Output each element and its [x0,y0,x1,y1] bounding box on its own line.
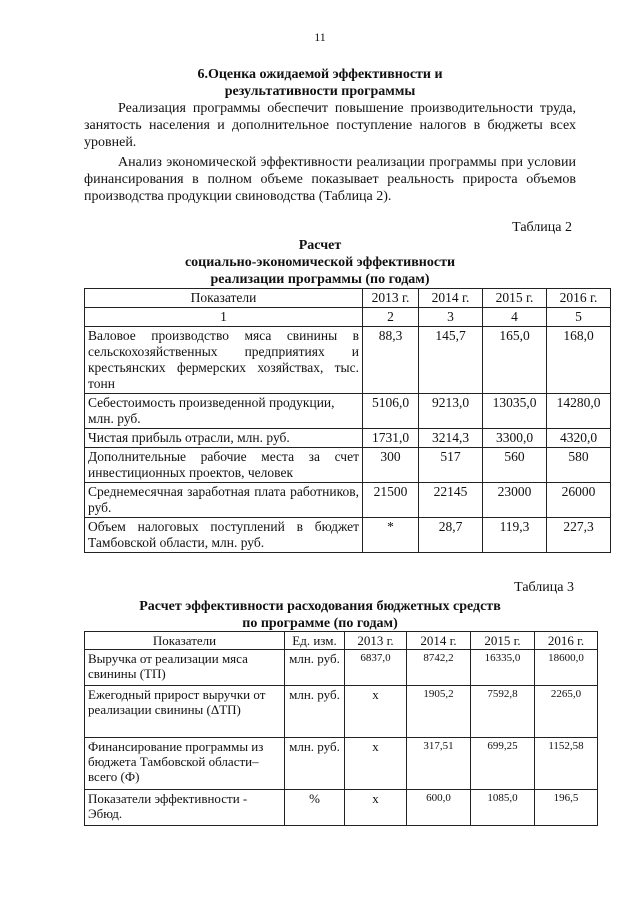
table3-unit: % [285,790,345,826]
table2-number-cell: 5 [547,308,611,327]
table2-cell: 560 [483,448,547,483]
table2-number-cell: 4 [483,308,547,327]
table2-cell: 5106,0 [363,394,419,429]
table3-cell: 7592,8 [471,686,535,738]
table3-header-cell: Показатели [85,632,285,650]
table3-title-line1: Расчет эффективности расходования бюджетных средств [139,599,501,614]
table2-cell: 300 [363,448,419,483]
table2-cell: 14280,0 [547,394,611,429]
table2-header-cell: 2014 г. [419,289,483,308]
table2-header-cell: 2015 г. [483,289,547,308]
table2-label: Таблица 2 [512,220,572,235]
table3-cell: 1905,2 [407,686,471,738]
table3-cell: x [345,686,407,738]
table2-cell: 165,0 [483,327,547,394]
table2-row-name: Себестоимость произведенной продукции, млн. руб. [85,394,363,429]
table2-cell: 26000 [547,483,611,518]
table-row [85,483,611,518]
table2-cell: 227,3 [547,518,611,553]
table3-row-name: Ежегодный прирост выручки от реализации свинины (ΔТП) [85,686,285,738]
table2-cell: 4320,0 [547,429,611,448]
table3-unit: млн. руб. [285,738,345,790]
table2-cell: 580 [547,448,611,483]
table3-cell: 699,25 [471,738,535,790]
paragraph-1: Реализация программы обеспечит повышение производительности труда, занятость населения и дополнительное поступление налогов в бюджеты всех уровней. [84,101,576,150]
table3-cell: 196,5 [535,790,598,826]
table-row [85,686,598,738]
table2-cell: 3300,0 [483,429,547,448]
table3-row-name: Показатели эффективности - Эбюд. [85,790,285,826]
paragraph-2: Анализ экономической эффективности реализации программы при условии финансирования в полном объеме показывает реальность прироста объемов производства продукции свиноводства (Таблица 2). [84,155,576,204]
table2-number-cell: 2 [363,308,419,327]
table3-header-cell: 2013 г. [345,632,407,650]
table2-title-line3: реализации программы (по годам) [210,272,430,287]
table3-cell: 1152,58 [535,738,598,790]
table3-label: Таблица 3 [514,580,574,595]
table2-row-name: Дополнительные рабочие места за счет инвестиционных проектов, человек [85,448,363,483]
table2-cell: 28,7 [419,518,483,553]
table2-row-name: Среднемесячная заработная плата работников, руб. [85,483,363,518]
table2-cell: 88,3 [363,327,419,394]
table-row [85,327,611,394]
table2-number-cell: 3 [419,308,483,327]
table3-cell: 317,51 [407,738,471,790]
section-title-line2: результативности программы [224,84,416,99]
table2-cell: 119,3 [483,518,547,553]
table3-cell: 18600,0 [535,650,598,686]
table2-cell: 21500 [363,483,419,518]
table2-number-row [85,308,611,327]
table2-cell: 517 [419,448,483,483]
table3-cell: 6837,0 [345,650,407,686]
table2-title-line1: Расчет [298,238,342,253]
table3-header-cell: 2015 г. [471,632,535,650]
table3-header-cell: 2014 г. [407,632,471,650]
table3-unit: млн. руб. [285,650,345,686]
table-row [85,790,598,826]
table2-header-cell: Показатели [85,289,363,308]
table2-header-row [85,289,611,308]
table2-cell: 3214,3 [419,429,483,448]
table2 [84,288,611,553]
table2-cell: 168,0 [547,327,611,394]
table3-title-line2: по программе (по годам) [242,616,398,631]
table2-header-cell: 2013 г. [363,289,419,308]
table2-cell: 23000 [483,483,547,518]
table2-header-cell: 2016 г. [547,289,611,308]
table3-header-row [85,632,598,650]
table3-header-cell: 2016 г. [535,632,598,650]
table3 [84,631,598,826]
table3-unit: млн. руб. [285,686,345,738]
table-row [85,650,598,686]
table3-cell: x [345,738,407,790]
table3-cell: 2265,0 [535,686,598,738]
table2-cell: 145,7 [419,327,483,394]
table3-cell: 16335,0 [471,650,535,686]
table2-row-name: Валовое производство мяса свинины в сельскохозяйственных предприятиях и крестьянских фермерских хозяйствах, тыс. тонн [85,327,363,394]
table2-row-name: Чистая прибыль отрасли, млн. руб. [85,429,363,448]
table2-row-name: Объем налоговых поступлений в бюджет Тамбовской области, млн. руб. [85,518,363,553]
table-row [85,448,611,483]
table3-cell: x [345,790,407,826]
table-row [85,429,611,448]
table3-cell: 1085,0 [471,790,535,826]
table2-cell: 22145 [419,483,483,518]
table-row [85,518,611,553]
table2-cell: * [363,518,419,553]
table-row [85,738,598,790]
table2-cell: 9213,0 [419,394,483,429]
table3-row-name: Выручка от реализации мяса свинины (ТП) [85,650,285,686]
table3-cell: 8742,2 [407,650,471,686]
table3-header-cell: Ед. изм. [285,632,345,650]
table3-row-name: Финансирование программы из бюджета Тамбовской области– всего (Ф) [85,738,285,790]
section-title-line1: 6.Оценка ожидаемой эффективности и [197,67,443,82]
page-number: 11 [314,30,326,44]
table2-number-cell: 1 [85,308,363,327]
table2-cell: 1731,0 [363,429,419,448]
table-row [85,394,611,429]
table2-title-line2: социально-экономической эффективности [184,255,456,270]
table2-cell: 13035,0 [483,394,547,429]
table3-cell: 600,0 [407,790,471,826]
